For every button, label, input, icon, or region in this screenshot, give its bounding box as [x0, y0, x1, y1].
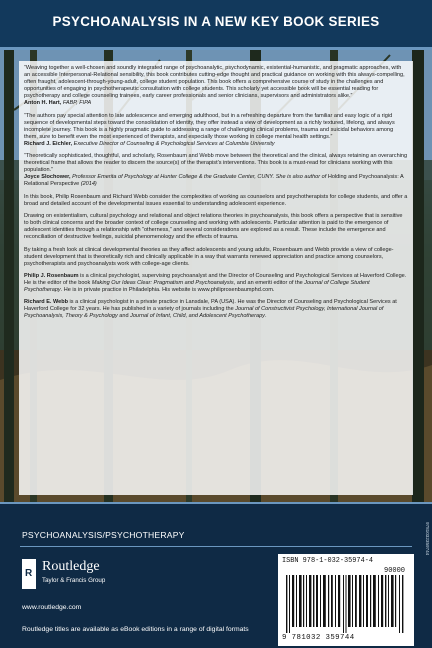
description-paragraph: In this book, Philip Rosenbaum and Richard Webb consider the complexities of working as counselors and psychotherapists for college students, and offer a broad and detailed account of the developmental issues essential to understanding adolescent experience. [24, 193, 408, 207]
publisher-name: Routledge [42, 559, 100, 574]
endorser-name: Anton H. Hart, FABP, FIPA [24, 100, 92, 107]
barcode-icon [286, 575, 406, 633]
endorser-role: FABP, FIPA [61, 100, 92, 107]
author-name: Philip J. Rosenbaum [24, 272, 79, 279]
author-bio: Richard E. Webb is a clinical psychologist in a private practice in Lansdale, PA (USA). He was the Director of Counseling and Psychological Services at Haverford College for 32 years. He has published in a variety of journals including the Journal of Constructivist Psychology, International Journal of Psychoanalysis, Theory & Psychology and Journal of Infant, Child, and Adolescent Psychotherapy. [24, 299, 397, 320]
isbn-barcode [278, 554, 414, 646]
spine-isbn: 9781032359744 [425, 522, 430, 556]
author-name: Richard E. Webb [24, 299, 68, 306]
back-cover-copy [24, 65, 408, 326]
description-paragraph: By taking a fresh look at clinical developmental theories as they affect adolescents and young adults, Rosenbaum and Webb provide a view of college-student development that is theoretically rich and clinically applicable in a way that warrants renewed appreciation and practice among counselors, psychotherapists and psychoanalysts work with college-age clients. [24, 246, 394, 267]
description-paragraph: Drawing on existentialism, cultural psychology and relational and object relations theories in psychoanalysis, this book offers a perspective that is sensitive to both clinical concerns and the broader context of college counseling and working with adolescents. Particular attention is paid to the emergence of adolescent identities through a relationship with “otherness,” and several considerations are explored as a result. These include the emergence and reconciliation of destructive feelings, suicidal phenomenology and the effects of trauma. [24, 213, 403, 241]
endorsement-1 [24, 65, 408, 107]
price-code: 90000 [384, 567, 406, 575]
quote-text: “Weaving together a well-chosen and soundly integrated range of psychoanalytic, psychodynamic, existential-humanistic, and pragmatic approaches, with an accessible Interpersonal-Relational sensibility, this book contributes cutting-edge thought and practical guidance on working with this always-compelling, often fraught, adolescent-through-young-adult, college student population. This book offers a comprehensive course of study in the challenges and opportunities of engaging in psychotherapeutic consultation with college students. This scholarly yet accessible book will be essential reading for psychotherapy and college counseling trainees, early career professionals and senior clinicians, supervisors and administrators alike.” [24, 65, 405, 100]
routledge-logo-icon: R [22, 559, 36, 589]
endorser-role: Executive Director of Counseling & Psychological Services at Columbia University [72, 140, 275, 147]
quote-text: “Theoretically sophisticated, thoughtful, and scholarly, Rosenbaum and Webb move between the theoretical and the clinical, always retaining an overarching theoretical frame that allows the reader to discern the source(s) of the therapist’s interventions. This book is a must-read for clinicians working with this population.” [24, 153, 408, 174]
endorser-name: Richard J. Eichler, Executive Director of Counseling & Psychological Services at Columbia University [24, 140, 275, 147]
isbn-label: ISBN 978-1-032-35974-4 [282, 557, 373, 565]
footer-rule [0, 502, 432, 504]
publisher-url: www.routledge.com [22, 604, 82, 611]
footer-band [0, 502, 432, 648]
publisher-group: Taylor & Francis Group [42, 577, 106, 584]
subject-category: PSYCHOANALYSIS/PSYCHOTHERAPY [22, 530, 185, 540]
endorser-role: Professor Emerita of Psychology at Hunter College & the Graduate Center, CUNY. She is also author of Holding and Psychoanalysis: A Relational Perspective (2014) [24, 174, 404, 188]
endorsement-3 [24, 153, 408, 188]
endorser-name: Joyce Slochower, Professor Emerita of Psychology at Hunter College & the Graduate Center, CUNY. She is also author of Holding and Psychoanalysis: A Relational Perspective (2014) [24, 174, 404, 188]
quote-text: “The authors pay special attention to late adolescence and emerging adulthood, but in a refreshing departure from the familiar and easy logic of a rigid sequence of developmental steps toward the consolidation of identity, they offer instead a view of development as a richly textured, lifelong, and always incomplete journey. This book is a highly pragmatic guide to addressing a range of challenging clinical problems, trauma and suicidal behaviors among them, sure to benefit even the most experienced of therapists, and especially those working in college mental health settings.” [24, 112, 395, 140]
ean-number: 9 781032 359744 [282, 634, 355, 642]
author-bio: Philip J. Rosenbaum is a clinical psychologist, supervising psychoanalyst and the Director of Counseling and Psychological Services at Haverford College. He is the editor of the book Making Our Ideas Clear: Pragmatism and Psychoanalysis, and an emeriti editor of the Journal of College Student Psychotherapy. He is in private practice in Philadelphia. His website is www.philiprosenbaumphd.com. [24, 272, 407, 294]
ebook-note: Routledge titles are available as eBook editions in a range of digital formats [22, 626, 249, 633]
series-title: PSYCHOANALYSIS IN A NEW KEY BOOK SERIES [52, 14, 380, 29]
series-banner [0, 0, 432, 50]
endorsement-2 [24, 113, 408, 148]
subject-rule [20, 546, 412, 547]
